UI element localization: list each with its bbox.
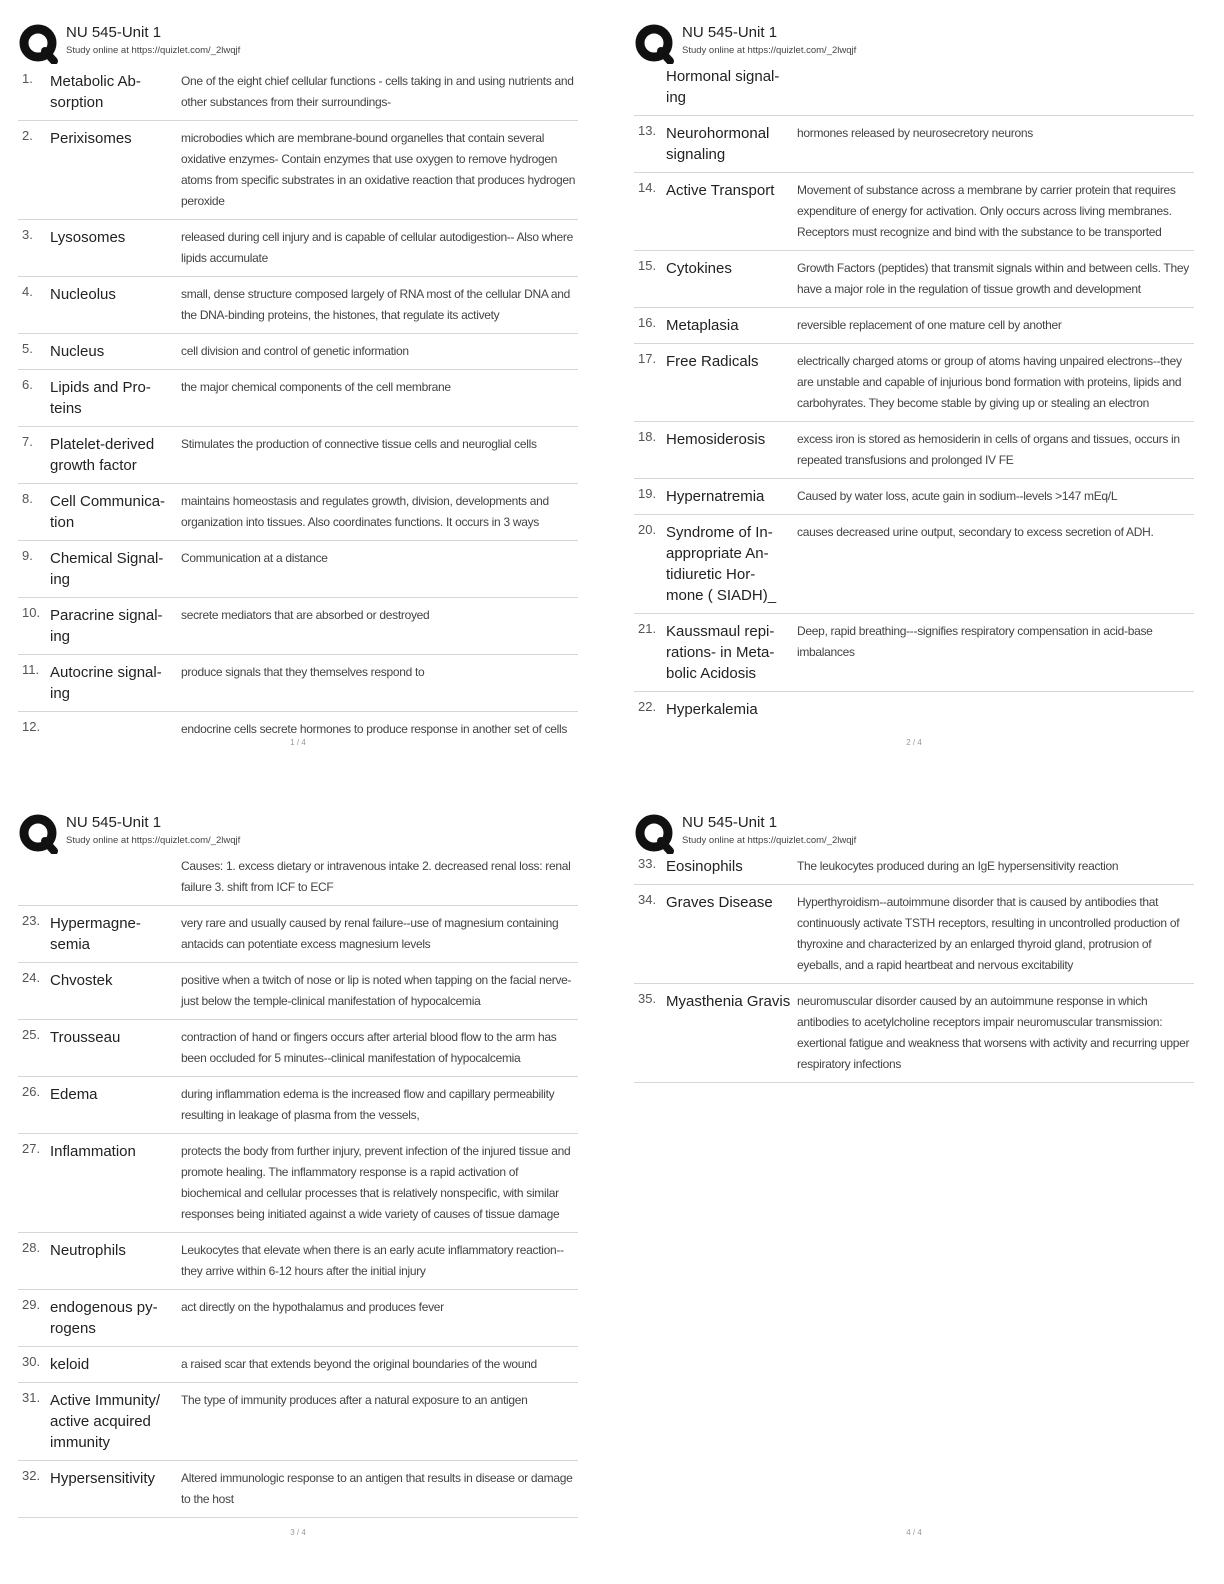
table-row [18, 334, 578, 370]
definition-cell: Altered immunologic response to an antigen that results in disease or damage to the host [181, 1471, 573, 1506]
definition-cell [797, 699, 1194, 720]
table-row [634, 479, 1194, 515]
document-page-2 [634, 22, 1214, 782]
table-row [634, 885, 1194, 984]
row-number: 35. [638, 991, 657, 1006]
row-number: 30. [22, 1354, 41, 1369]
table-row [634, 251, 1194, 308]
definition-cell: electrically charged atoms or group of atoms having unpaired electrons--they are unstable and capable of injurious bond formation with proteins, lipids and carbohyrates. They become stable by giving up or stealing an electron [797, 354, 1182, 410]
page-number: 1 / 4 [290, 738, 306, 747]
term-cell: Graves Disease [666, 894, 773, 911]
definition-cell [797, 66, 1194, 108]
page-title: NU 545-Unit 1 [682, 24, 778, 41]
quizlet-logo-icon [18, 24, 58, 64]
row-number: 8. [22, 491, 33, 506]
term-cell: Perixisomes [50, 130, 132, 147]
definition-cell: Hyperthyroidism--autoimmune disorder that is caused by antibodies that continuously activate TSTH receptors, resulting in uncontrolled production of thyroxine and characterized by an enlarged thyroid gland, protrusion of eyeballs, and a rapid heartbeat and nervous excitability [797, 895, 1180, 972]
table-row [18, 64, 578, 121]
term-cell: Platelet-derived growth factor [50, 436, 155, 474]
definition-cell: The type of immunity produces after a natural exposure to an antigen [181, 1393, 528, 1407]
row-number: 34. [638, 892, 657, 907]
term-cell: Trousseau [50, 1029, 121, 1046]
row-number [18, 856, 50, 898]
table-row [634, 422, 1194, 479]
row-number: 15. [638, 258, 657, 273]
table-row [634, 344, 1194, 422]
term-cell: Lipids and Pro-teins [50, 379, 151, 417]
flashcard-table [634, 64, 1194, 727]
definition-cell: a raised scar that extends beyond the original boundaries of the wound [181, 1357, 537, 1371]
row-number: 24. [22, 970, 41, 985]
term-cell: Neutrophils [50, 1242, 126, 1259]
row-number: 16. [638, 315, 657, 330]
table-row [18, 854, 578, 906]
definition-cell: very rare and usually caused by renal failure--use of magnesium containing antacids can potentiate excess magnesium levels [181, 916, 559, 951]
definition-cell: cell division and control of genetic information [181, 344, 409, 358]
page-number: 2 / 4 [906, 738, 922, 747]
row-number: 4. [22, 284, 33, 299]
definition-cell: One of the eight chief cellular functions - cells taking in and using nutrients and other substances from their surroundings- [181, 74, 574, 109]
table-row [634, 64, 1194, 116]
term-cell: Hormonal signal-ing [666, 68, 780, 106]
row-number: 23. [22, 913, 41, 928]
flashcard-table [18, 64, 578, 747]
term-cell: Eosinophils [666, 858, 743, 875]
definition-cell: positive when a twitch of nose or lip is noted when tapping on the facial nerve- just below the temple-clinical manifestation of hypocalcemia [181, 973, 572, 1008]
term-cell: Edema [50, 1086, 98, 1103]
definition-cell: hormones released by neurosecretory neurons [797, 126, 1033, 140]
term-cell: Neurohormonal signaling [666, 125, 770, 163]
table-row [18, 1290, 578, 1347]
definition-cell: released during cell injury and is capable of cellular autodigestion-- Also where lipids accumulate [181, 230, 573, 265]
row-number: 33. [638, 856, 657, 871]
definition-cell: Stimulates the production of connective tissue cells and neuroglial cells [181, 437, 537, 451]
row-number: 5. [22, 341, 33, 356]
term-cell: Myasthenia Gravis [666, 993, 791, 1010]
page-number: 3 / 4 [290, 1528, 306, 1537]
definition-cell: microbodies which are membrane-bound organelles that contain several oxidative enzymes- Contain enzymes that use oxygen to remove hydrogen atoms from specific substrates in an oxidative reaction that produces hydrogen peroxide [181, 131, 576, 208]
row-number [634, 66, 666, 108]
definition-cell: produce signals that they themselves respond to [181, 665, 425, 679]
row-number: 20. [638, 522, 657, 537]
definition-cell: maintains homeostasis and regulates growth, division, developments and organization into tissues. Also coordinates functions. It occurs in 3 ways [181, 494, 549, 529]
table-row [634, 854, 1194, 885]
definition-cell: the major chemical components of the cell membrane [181, 380, 451, 394]
term-cell: Chemical Signal-ing [50, 550, 164, 588]
term-cell: Hyperkalemia [666, 701, 758, 718]
row-number: 9. [22, 548, 33, 563]
row-number: 18. [638, 429, 657, 444]
row-number: 27. [22, 1141, 41, 1156]
term-cell: Hypernatremia [666, 488, 765, 505]
table-row [634, 614, 1194, 692]
table-row [18, 963, 578, 1020]
term-cell: Cell Communica-tion [50, 493, 166, 531]
definition-cell: during inflammation edema is the increased flow and capillary permeability resulting in leakage of plasma from the vessels, [181, 1087, 555, 1122]
flashcard-table [18, 854, 578, 1518]
page-header [634, 812, 1214, 854]
row-number: 2. [22, 128, 33, 143]
document-page-3 [18, 812, 598, 1572]
term-cell: Active Transport [666, 182, 775, 199]
term-cell: Cytokines [666, 260, 732, 277]
quizlet-logo-icon [634, 814, 674, 854]
study-online-link[interactable]: Study online at https://quizlet.com/_2lwqjf [682, 835, 857, 846]
row-number: 32. [22, 1468, 41, 1483]
term-cell: Paracrine signal-ing [50, 607, 163, 645]
row-number: 10. [22, 605, 41, 620]
definition-cell: reversible replacement of one mature cell by another [797, 318, 1062, 332]
term-cell: Syndrome of In-appropriate An-tidiuretic Hor-mone ( SIADH)_ [666, 524, 777, 604]
table-row [634, 116, 1194, 173]
page-header [18, 812, 598, 854]
row-number: 26. [22, 1084, 41, 1099]
row-number: 7. [22, 434, 33, 449]
term-cell: Lysosomes [50, 229, 126, 246]
definition-cell: Causes: 1. excess dietary or intravenous intake 2. decreased renal loss: renal failure 3. shift from ICF to ECF [181, 859, 571, 894]
study-online-link[interactable]: Study online at https://quizlet.com/_2lwqjf [682, 45, 857, 56]
row-number: 3. [22, 227, 33, 242]
term-cell: Hypermagne-semia [50, 915, 141, 953]
term-cell [50, 856, 181, 898]
page-header [634, 22, 1214, 64]
definition-cell: excess iron is stored as hemosiderin in cells of organs and tissues, occurs in repeated transfusions and prolonged IV FE [797, 432, 1180, 467]
table-row [18, 541, 578, 598]
definition-cell: Growth Factors (peptides) that transmit signals within and between cells. They have a major role in the regulation of tissue growth and development [797, 261, 1189, 296]
table-row [18, 1134, 578, 1233]
definition-cell: Movement of substance across a membrane by carrier protein that requires expenditure of energy for activation. Only occurs across living membranes. Receptors must recognize and bind with the substance to be transported [797, 183, 1176, 239]
page-title: NU 545-Unit 1 [66, 814, 162, 831]
table-row [18, 906, 578, 963]
row-number: 25. [22, 1027, 41, 1042]
definition-cell: secrete mediators that are absorbed or destroyed [181, 608, 430, 622]
quizlet-logo-icon [18, 814, 58, 854]
row-number: 21. [638, 621, 657, 636]
page-title: NU 545-Unit 1 [682, 814, 778, 831]
table-row [18, 1233, 578, 1290]
page-number: 4 / 4 [906, 1528, 922, 1537]
definition-cell: contraction of hand or fingers occurs after arterial blood flow to the arm has been occluded for 5 minutes--clinical manifestation of hypocalcemia [181, 1030, 557, 1065]
definition-cell: neuromuscular disorder caused by an autoimmune response in which antibodies to acetylcholine receptors impair neuromuscular transmission: exertional fatigue and weakness that worsens with activity and recurring upper respiratory infections [797, 994, 1190, 1071]
row-number: 31. [22, 1390, 41, 1405]
row-number: 6. [22, 377, 33, 392]
term-cell: Metaplasia [666, 317, 739, 334]
definition-cell: Leukocytes that elevate when there is an early acute inflammatory reaction--they arrive within 6-12 hours after the initial injury [181, 1243, 564, 1278]
term-cell [50, 719, 181, 740]
definition-cell: Caused by water loss, acute gain in sodium--levels >147 mEq/L [797, 489, 1118, 503]
row-number: 17. [638, 351, 657, 366]
table-row [18, 1077, 578, 1134]
row-number: 14. [638, 180, 657, 195]
term-cell: Metabolic Ab-sorption [50, 73, 141, 111]
definition-cell: Deep, rapid breathing---signifies respiratory compensation in acid-base imbalances [797, 624, 1153, 659]
term-cell: Chvostek [50, 972, 113, 989]
definition-cell: causes decreased urine output, secondary to excess secretion of ADH. [797, 525, 1154, 539]
definition-cell: small, dense structure composed largely of RNA most of the cellular DNA and the DNA-binding proteins, the histones, that regulate its activety [181, 287, 571, 322]
table-row [18, 484, 578, 541]
table-row [18, 1383, 578, 1461]
quizlet-logo-icon [634, 24, 674, 64]
table-row [18, 220, 578, 277]
table-row [634, 308, 1194, 344]
flashcard-table [634, 854, 1194, 1083]
row-number: 13. [638, 123, 657, 138]
table-row [634, 984, 1194, 1083]
study-online-link[interactable]: Study online at https://quizlet.com/_2lwqjf [66, 835, 241, 846]
term-cell: Free Radicals [666, 353, 759, 370]
definition-cell: protects the body from further injury, prevent infection of the injured tissue and promote healing. The inflammatory response is a rapid activation of biochemical and cellular processes that is relatively nonspecific, with similar responses being initiated against a wide variety of causes of tissue damage [181, 1144, 571, 1221]
study-online-link[interactable]: Study online at https://quizlet.com/_2lwqjf [66, 45, 241, 56]
term-cell: Hemosiderosis [666, 431, 766, 448]
table-row [18, 370, 578, 427]
term-cell: Kaussmaul repi-rations- in Meta-bolic Acidosis [666, 623, 775, 682]
definition-cell: Communication at a distance [181, 551, 328, 565]
term-cell: Inflammation [50, 1143, 136, 1160]
term-cell: Autocrine signal-ing [50, 664, 162, 702]
row-number: 11. [22, 662, 40, 677]
row-number: 29. [22, 1297, 41, 1312]
term-cell: Nucleolus [50, 286, 116, 303]
row-number: 1. [22, 71, 33, 86]
term-cell: Hypersensitivity [50, 1470, 156, 1487]
row-number: 12. [22, 719, 41, 734]
table-row [18, 1347, 578, 1383]
definition-cell: The leukocytes produced during an IgE hypersensitivity reaction [797, 859, 1119, 873]
table-row [634, 515, 1194, 614]
term-cell: endogenous py-rogens [50, 1299, 158, 1337]
table-row [18, 1461, 578, 1518]
term-cell: Nucleus [50, 343, 105, 360]
table-row [18, 277, 578, 334]
term-cell: keloid [50, 1356, 90, 1373]
document-page-4 [634, 812, 1214, 1572]
table-row [18, 1020, 578, 1077]
page-header [18, 22, 598, 64]
table-row [18, 427, 578, 484]
table-row [18, 655, 578, 712]
table-row [18, 598, 578, 655]
definition-cell: act directly on the hypothalamus and produces fever [181, 1300, 444, 1314]
row-number: 22. [638, 699, 657, 714]
term-cell: Active Immunity/ active acquired immunity [50, 1392, 161, 1451]
row-number: 19. [638, 486, 657, 501]
table-row [634, 173, 1194, 251]
definition-cell: endocrine cells secrete hormones to produce response in another set of cells [181, 722, 568, 736]
table-row [18, 121, 578, 220]
document-page-1 [18, 22, 598, 782]
row-number: 28. [22, 1240, 41, 1255]
table-row [634, 692, 1194, 727]
page-title: NU 545-Unit 1 [66, 24, 162, 41]
